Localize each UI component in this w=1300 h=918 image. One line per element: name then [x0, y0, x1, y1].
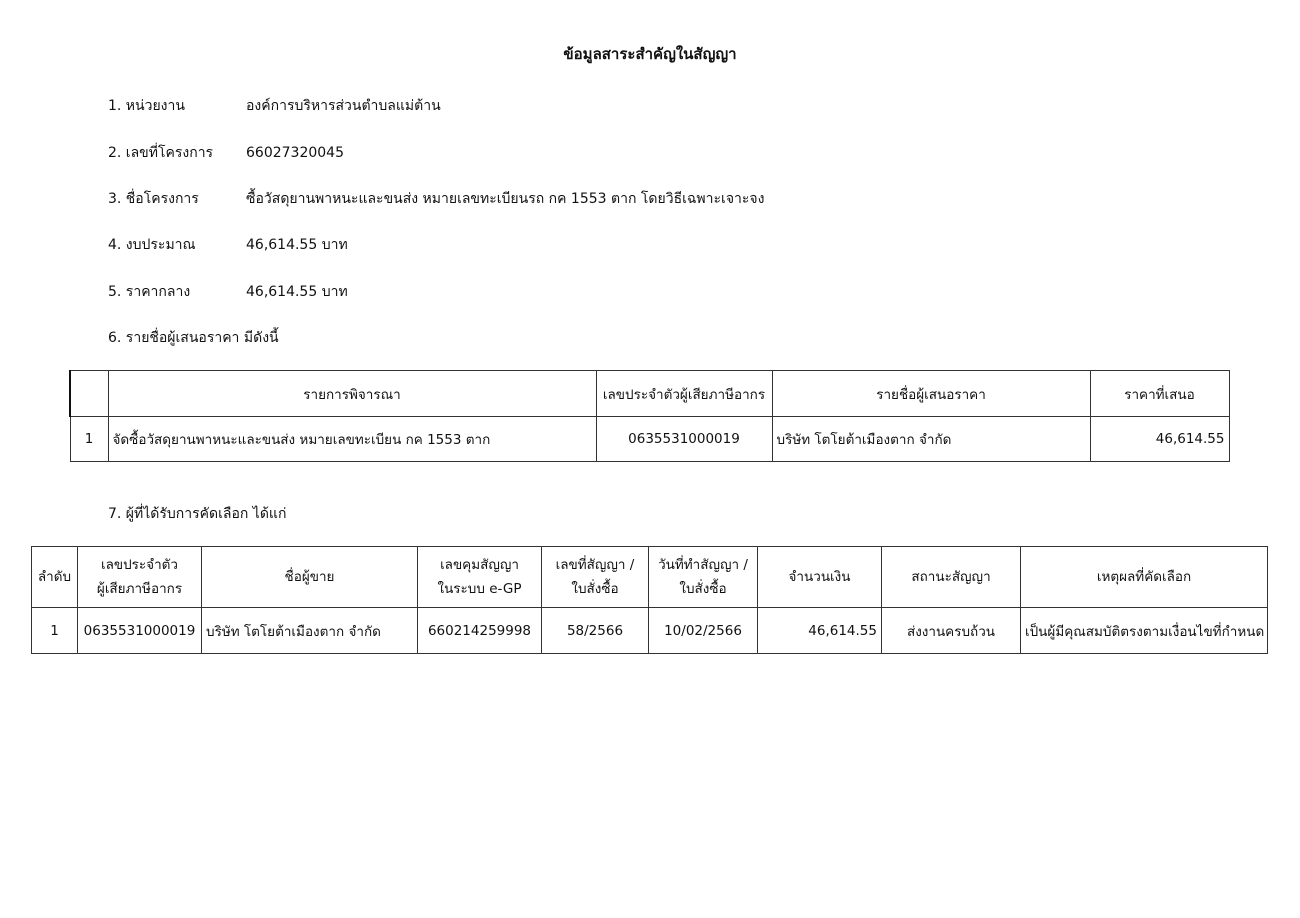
seller-name: บริษัท โตโยต้าเมืองตาก จำกัด — [202, 608, 418, 654]
table-row — [32, 608, 1268, 654]
row-number: 1 — [32, 608, 78, 654]
bidder-name: บริษัท โตโยต้าเมืองตาก จำกัด — [772, 417, 1090, 462]
winner-table — [31, 546, 1268, 654]
column-header: รายการพิจารณา — [108, 371, 596, 417]
page-title: ข้อมูลสาระสำคัญในสัญญา — [563, 45, 737, 63]
table-header-row — [32, 547, 1268, 608]
item-description: จัดซื้อวัสดุยานพาหนะและขนส่ง หมายเลขทะเบียน กค 1553 ตาก — [108, 417, 596, 462]
tax-id: 0635531000019 — [596, 417, 772, 462]
info-label: 5. ราคากลาง — [108, 284, 191, 300]
selection-reason: เป็นผู้มีคุณสมบัติตรงตามเงื่อนไขที่กำหนด — [1021, 608, 1268, 654]
column-header: รายชื่อผู้เสนอราคา — [772, 371, 1090, 417]
amount: 46,614.55 — [758, 608, 882, 654]
contract-date: 10/02/2566 — [649, 608, 758, 654]
column-header: ชื่อผู้ขาย — [202, 547, 418, 608]
info-label: 1. หน่วยงาน — [108, 98, 185, 114]
egp-contract-number: 660214259998 — [418, 608, 542, 654]
tax-id: 0635531000019 — [78, 608, 202, 654]
column-header: ราคาที่เสนอ — [1090, 371, 1229, 417]
bidders-table — [69, 370, 1230, 462]
contract-status: ส่งงานครบถ้วน — [882, 608, 1021, 654]
info-value: 46,614.55 บาท — [246, 284, 348, 300]
column-header: ลำดับ — [32, 547, 78, 608]
winner-heading: 7. ผู้ที่ได้รับการคัดเลือก ได้แก่ — [108, 506, 287, 522]
info-value: องค์การบริหารส่วนตำบลแม่ต้าน — [246, 98, 441, 114]
column-header: เลขประจำตัวผู้เสียภาษีอากร — [596, 371, 772, 417]
info-label: 3. ชื่อโครงการ — [108, 191, 199, 207]
info-label: 2. เลขที่โครงการ — [108, 145, 214, 161]
bidders-heading: 6. รายชื่อผู้เสนอราคา มีดังนี้ — [108, 330, 279, 346]
offered-price: 46,614.55 — [1090, 417, 1229, 462]
contract-number: 58/2566 — [542, 608, 649, 654]
column-header: เลขที่สัญญา / ใบสั่งซื้อ — [542, 547, 649, 608]
column-header: สถานะสัญญา — [882, 547, 1021, 608]
table-row — [70, 417, 1229, 462]
info-value: ซื้อวัสดุยานพาหนะและขนส่ง หมายเลขทะเบียนรถ กค 1553 ตาก โดยวิธีเฉพาะเจาะจง — [246, 191, 765, 207]
column-header: เลขคุมสัญญา ในระบบ e-GP — [418, 547, 542, 608]
column-header: จำนวนเงิน — [758, 547, 882, 608]
info-value: 46,614.55 บาท — [246, 237, 348, 253]
column-header: เลขประจำตัว ผู้เสียภาษีอากร — [78, 547, 202, 608]
column-header — [70, 371, 108, 417]
column-header: เหตุผลที่คัดเลือก — [1021, 547, 1268, 608]
info-value: 66027320045 — [246, 145, 344, 161]
column-header: วันที่ทำสัญญา / ใบสั่งซื้อ — [649, 547, 758, 608]
table-header-row — [70, 371, 1229, 417]
info-label: 4. งบประมาณ — [108, 237, 196, 253]
row-number: 1 — [70, 417, 108, 462]
